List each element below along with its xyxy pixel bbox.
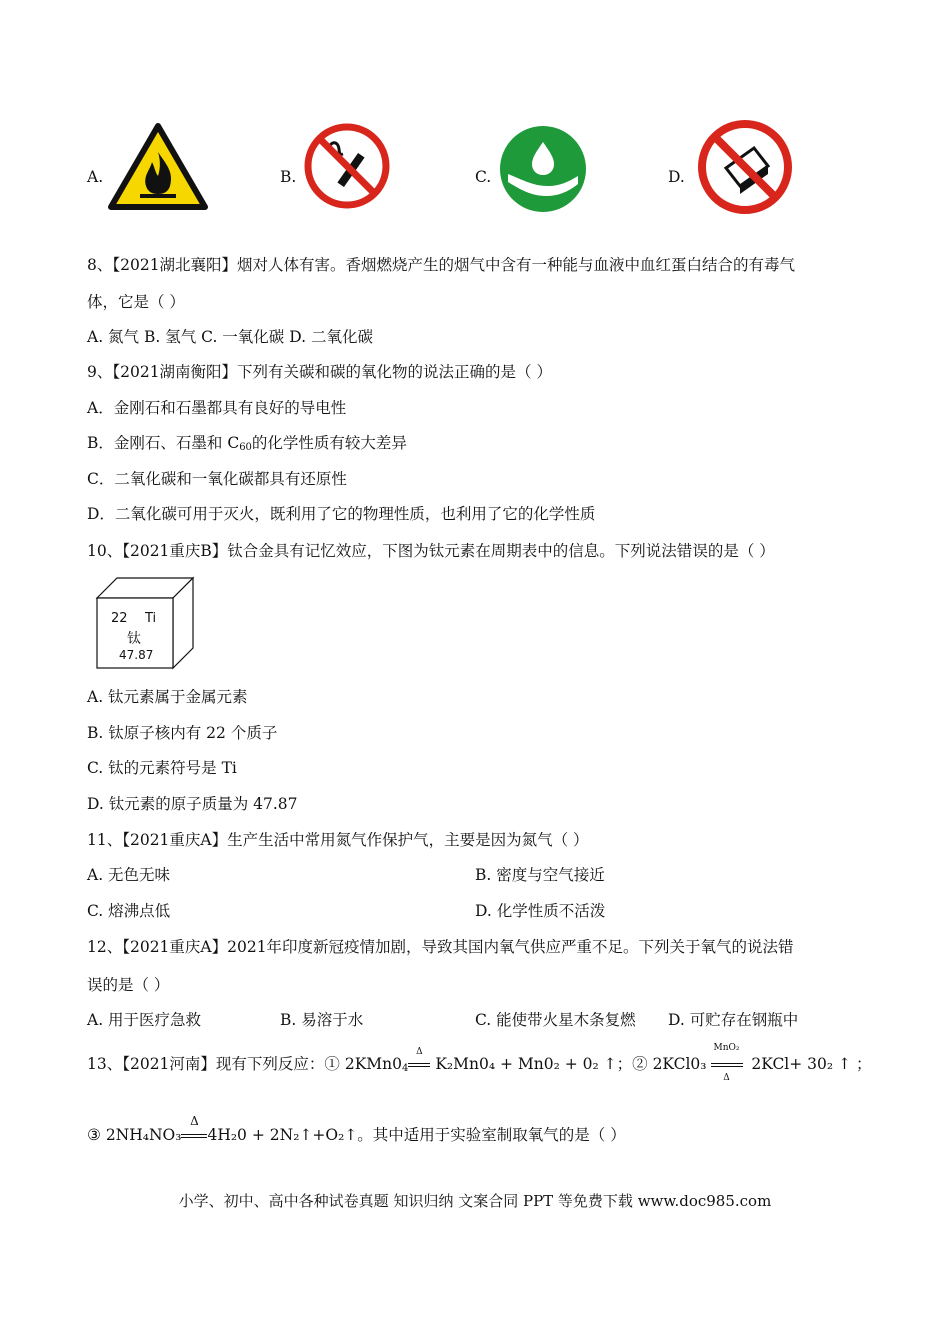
q10-stem: 10、【2021重庆B】钛合金具有记忆效应，下图为钛元素在周期表中的信息。下列说法错误的是（ ）: [87, 542, 775, 560]
reaction2-condition: MnO₂ Δ: [711, 1054, 743, 1074]
reaction3-condition: Δ: [181, 1125, 207, 1145]
water-saving-icon: [498, 124, 588, 214]
flammable-warning-icon: [108, 122, 208, 210]
page-footer: 小学、初中、高中各种试卷真题 知识归纳 文案合同 PPT 等免费下载 www.doc985.com: [178, 1192, 772, 1210]
q9-stem: 9、【2021湖南衡阳】下列有关碳和碳的氧化物的说法正确的是（ ）: [87, 363, 552, 381]
q12-stem-line2: 误的是（ ）: [87, 976, 170, 994]
periodic-element-box: [95, 576, 195, 674]
q8-options: A. 氮气 B. 氢气 C. 一氧化碳 D. 二氧化碳: [87, 328, 373, 346]
reaction1-condition: Δ: [408, 1054, 430, 1074]
q11-option-a: A. 无色无味: [87, 866, 171, 884]
q8-stem-line1: 8、【2021湖北襄阳】烟对人体有害。香烟燃烧产生的烟气中含有一种能与血液中血红蛋白结合的有毒气: [87, 256, 796, 274]
atomic-mass: 47.87: [119, 648, 154, 662]
element-symbol: Ti: [145, 611, 157, 626]
q10-option-d: D. 钛元素的原子质量为 47.87: [87, 795, 298, 813]
sign-a-label: A.: [87, 168, 104, 186]
safety-signs-row: [0, 118, 950, 218]
no-smoking-icon: [303, 122, 391, 210]
q11-option-d: D. 化学性质不活泼: [475, 902, 606, 920]
q10-option-b: B. 钛原子核内有 22 个质子: [87, 724, 278, 742]
element-name: 钛: [127, 631, 141, 647]
no-matches-icon: [696, 118, 794, 216]
q13-stem-line1: 13、【2021河南】现有下列反应：① $2KMn0_4$ Δ K₂Mn0₄ + Mn0₂ + 0₂ ↑；② 2KCl0₃ MnO₂ Δ 2KCl+ 30₂ ↑ ；: [87, 1043, 872, 1083]
q12-stem-line1: 12、【2021重庆A】2021年印度新冠疫情加剧，导致其国内氧气供应严重不足。下列关于氧气的说法错: [87, 938, 794, 956]
q10-option-a: A. 钛元素属于金属元素: [87, 688, 248, 706]
sign-d-label: D.: [668, 168, 685, 186]
q12-option-b: B. 易溶于水: [280, 1011, 364, 1029]
q11-option-b: B. 密度与空气接近: [475, 866, 605, 884]
q11-option-c: C. 熔沸点低: [87, 902, 171, 920]
sign-b-label: B.: [280, 168, 297, 186]
q12-option-d: D. 可贮存在钢瓶中: [668, 1011, 799, 1029]
q9-option-a: A．金刚石和石墨都具有良好的导电性: [87, 399, 347, 417]
q9-option-d: D．二氧化碳可用于灭火，既利用了它的物理性质，也利用了它的化学性质: [87, 505, 596, 523]
q11-stem: 11、【2021重庆A】生产生活中常用氮气作保护气，主要是因为氮气（ ）: [87, 831, 589, 849]
q9-option-c: C．二氧化碳和一氧化碳都具有还原性: [87, 470, 347, 488]
q8-stem-line2: 体，它是（ ）: [87, 293, 185, 311]
atomic-number: 22: [111, 611, 128, 626]
q10-option-c: C. 钛的元素符号是 Ti: [87, 759, 237, 777]
q9-option-b: B．金刚石、石墨和 $C_{60}$的化学性质有较大差异: [87, 434, 407, 453]
q12-option-a: A. 用于医疗急救: [87, 1011, 202, 1029]
q12-option-c: C. 能使带火星木条复燃: [475, 1011, 636, 1029]
q13-stem-line2: ③ 2NH₄NO₃ Δ 4H₂0 + 2N₂↑+O₂↑。其中适用于实验室制取氧气的是（ ）: [87, 1114, 626, 1144]
sign-c-label: C.: [475, 168, 492, 186]
